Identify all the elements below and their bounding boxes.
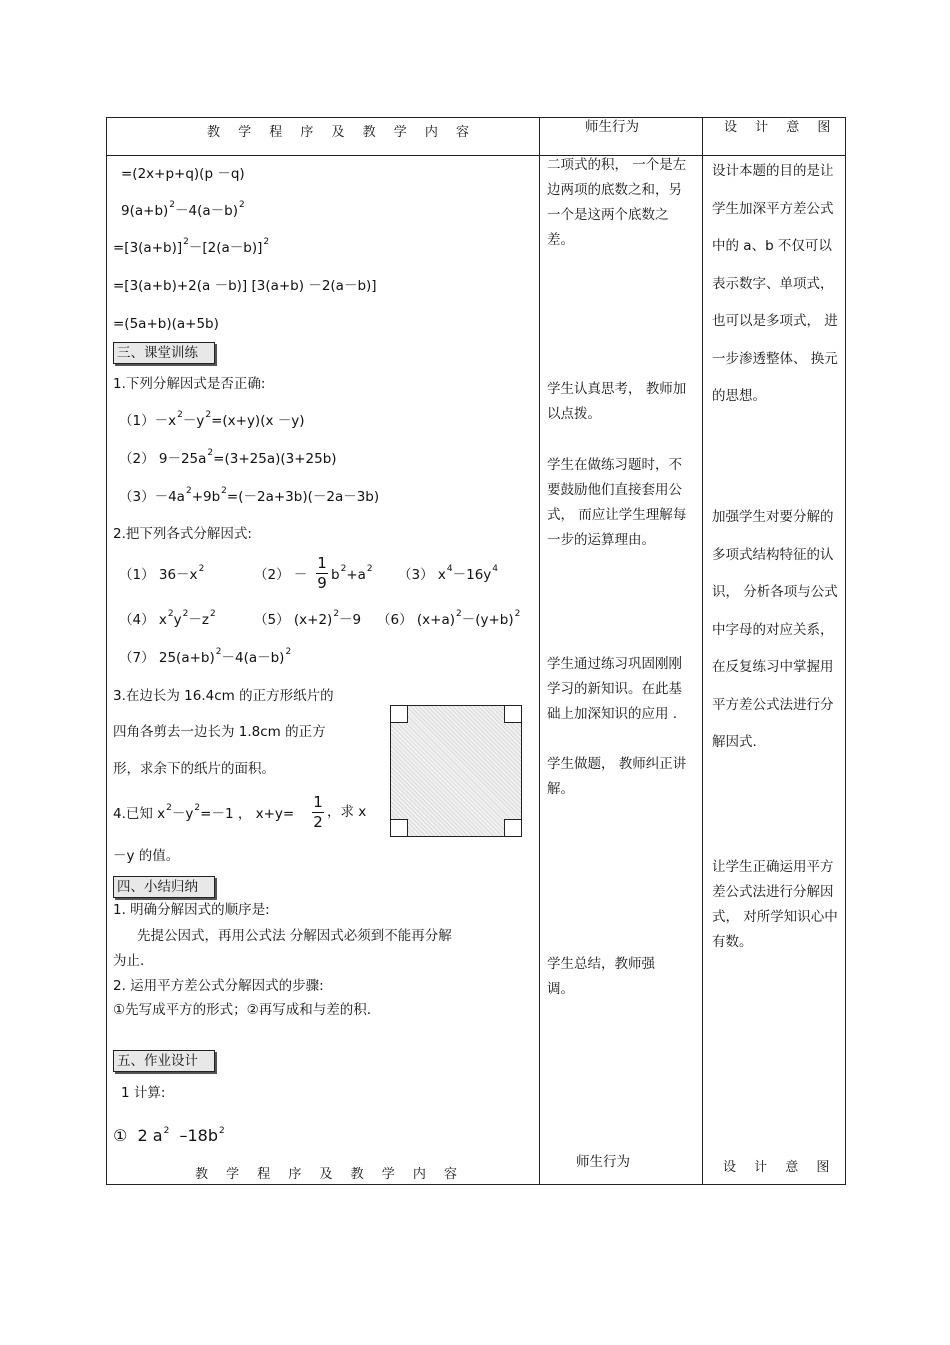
cut-corner <box>504 819 522 837</box>
summary-line: 为止. <box>113 953 145 969</box>
cut-corner <box>504 705 522 723</box>
question-3-line: 四角各剪去一边长为 1.8cm 的正方 <box>113 724 326 740</box>
header-design-intent: 设 计 意 图 <box>724 120 838 135</box>
footer-header-content: 教 学 程 序 及 教 学 内 容 <box>195 1167 465 1182</box>
question-4: 4.已知 $x^2-y^2=-1$ ， x+y= <box>113 803 295 822</box>
column-divider <box>539 117 540 1185</box>
question-1-item: （2） $9-25a^2=(3+25a)(3+25b)$ <box>119 448 337 467</box>
fraction-one-half: 1 2 <box>313 793 323 831</box>
header-teacher-student: 师生行为 <box>585 119 639 135</box>
summary-line: 2. 运用平方差公式分解因式的步骤: <box>113 978 324 994</box>
design-intent-note: 让学生正确运用平方差公式法进行分解因式， 对所学知识心中有数。 <box>712 859 838 950</box>
question-3-line: 3.在边长为 16.4cm 的正方形纸片的 <box>113 688 334 704</box>
question-2: 2.把下列各式分解因式: <box>113 526 252 542</box>
question-2-item: （4） $x^2y^2-z^2$ <box>119 609 216 628</box>
footer-header-teacher-student: 师生行为 <box>576 1154 630 1170</box>
question-2-item: （6） $(x+a)^2-(y+b)^2$ <box>377 609 521 628</box>
behavior-note: 学生做题， 教师纠正讲解。 <box>547 756 687 797</box>
behavior-note: 学生总结，教师强调。 <box>547 956 655 997</box>
section-title-homework: 五、作业设计 <box>113 1050 215 1072</box>
behavior-note: 学生通过练习巩固刚刚学习的新知识。在此基础上加深知识的应用 . <box>547 656 682 722</box>
column-divider <box>702 117 703 1185</box>
expr-line: $9(a+b)^2-4(a-b)^2$ <box>121 200 245 219</box>
question-1-item: $(3)-4a^2+9b^2=(-2a+3b)(-2a-3b)$ <box>119 486 380 505</box>
question-2-item-rest: $b^2+a^2$ <box>331 564 373 583</box>
question-2-item: （7） $25(a+b)^2-4(a-b)^2$ <box>119 647 292 666</box>
design-intent-note: 加强学生对要分解的多项式结构特征的认识， 分析各项与公式中字母的对应关系， 在反复练习中掌握用平方差公式法进行分解因式. <box>712 509 838 750</box>
section-title-summary: 四、小结归纳 <box>113 876 215 898</box>
question-2-item: （3） $x^4-16y^4$ <box>398 564 499 583</box>
design-intent-note: 设计本题的目的是让学生加深平方差公式中的 a、b 不仅可以表示数字、单项式， 也可以是多项式， 进一步渗透整体、 换元的思想。 <box>712 163 838 404</box>
header-content: 教 学 程 序 及 教 学 内 容 <box>207 125 477 140</box>
cut-corner <box>390 705 408 723</box>
question-2-item: （2） － <box>254 567 308 583</box>
footer-header-design-intent: 设 计 意 图 <box>723 1160 837 1175</box>
question-2-item: （5） $(x+2)^2-9$ <box>254 609 362 628</box>
expr-line: =(5a+b)(a+5b) <box>113 316 219 332</box>
question-3-line: 形，求余下的纸片的面积。 <box>113 761 275 777</box>
question-4-tail: －y 的值。 <box>113 848 180 864</box>
expr-line: =(2x+p+q)(p －q) <box>121 166 245 182</box>
question-4-tail: ，求 x <box>327 804 367 820</box>
square-paper-diagram <box>390 705 522 837</box>
cut-corner <box>390 819 408 837</box>
expr-line: =[3(a+b)+2(a －b)] [3(a+b) －2(a－b)] <box>113 278 377 294</box>
summary-line: 先提公因式，再用公式法 分解因式必须到不能再分解 <box>137 928 452 944</box>
question-1-item: $(1)-x^2-y^2=(x+y)(x -y)$ <box>119 410 305 429</box>
homework-line: 1 计算: <box>121 1085 166 1101</box>
behavior-note: 学生在做练习题时，不要鼓励他们直接套用公式， 而应让学生理解每一步的运算理由。 <box>547 457 687 548</box>
question-2-item: （1） $36-x^2$ <box>119 564 205 583</box>
question-1: 1.下列分解因式是否正确: <box>113 376 266 392</box>
section-title-practice: 三、课堂训练 <box>113 342 215 364</box>
expr-line: $=[3(a+b)]^2-[2(a-b)]^2$ <box>113 237 270 256</box>
behavior-note: 二项式的积， 一个是左边两项的底数之和，另一个是这两个底数之差。 <box>547 157 687 248</box>
fraction-one-ninth: 1 9 <box>317 554 327 592</box>
summary-line: ①先写成平方的形式；②再写成和与差的积. <box>113 1002 371 1018</box>
summary-line: 1. 明确分解因式的顺序是: <box>113 902 270 918</box>
homework-item: ① 2 $a^2$ $-18b^2$ <box>113 1126 225 1145</box>
behavior-note: 学生认真思考， 教师加以点拨。 <box>547 381 687 422</box>
